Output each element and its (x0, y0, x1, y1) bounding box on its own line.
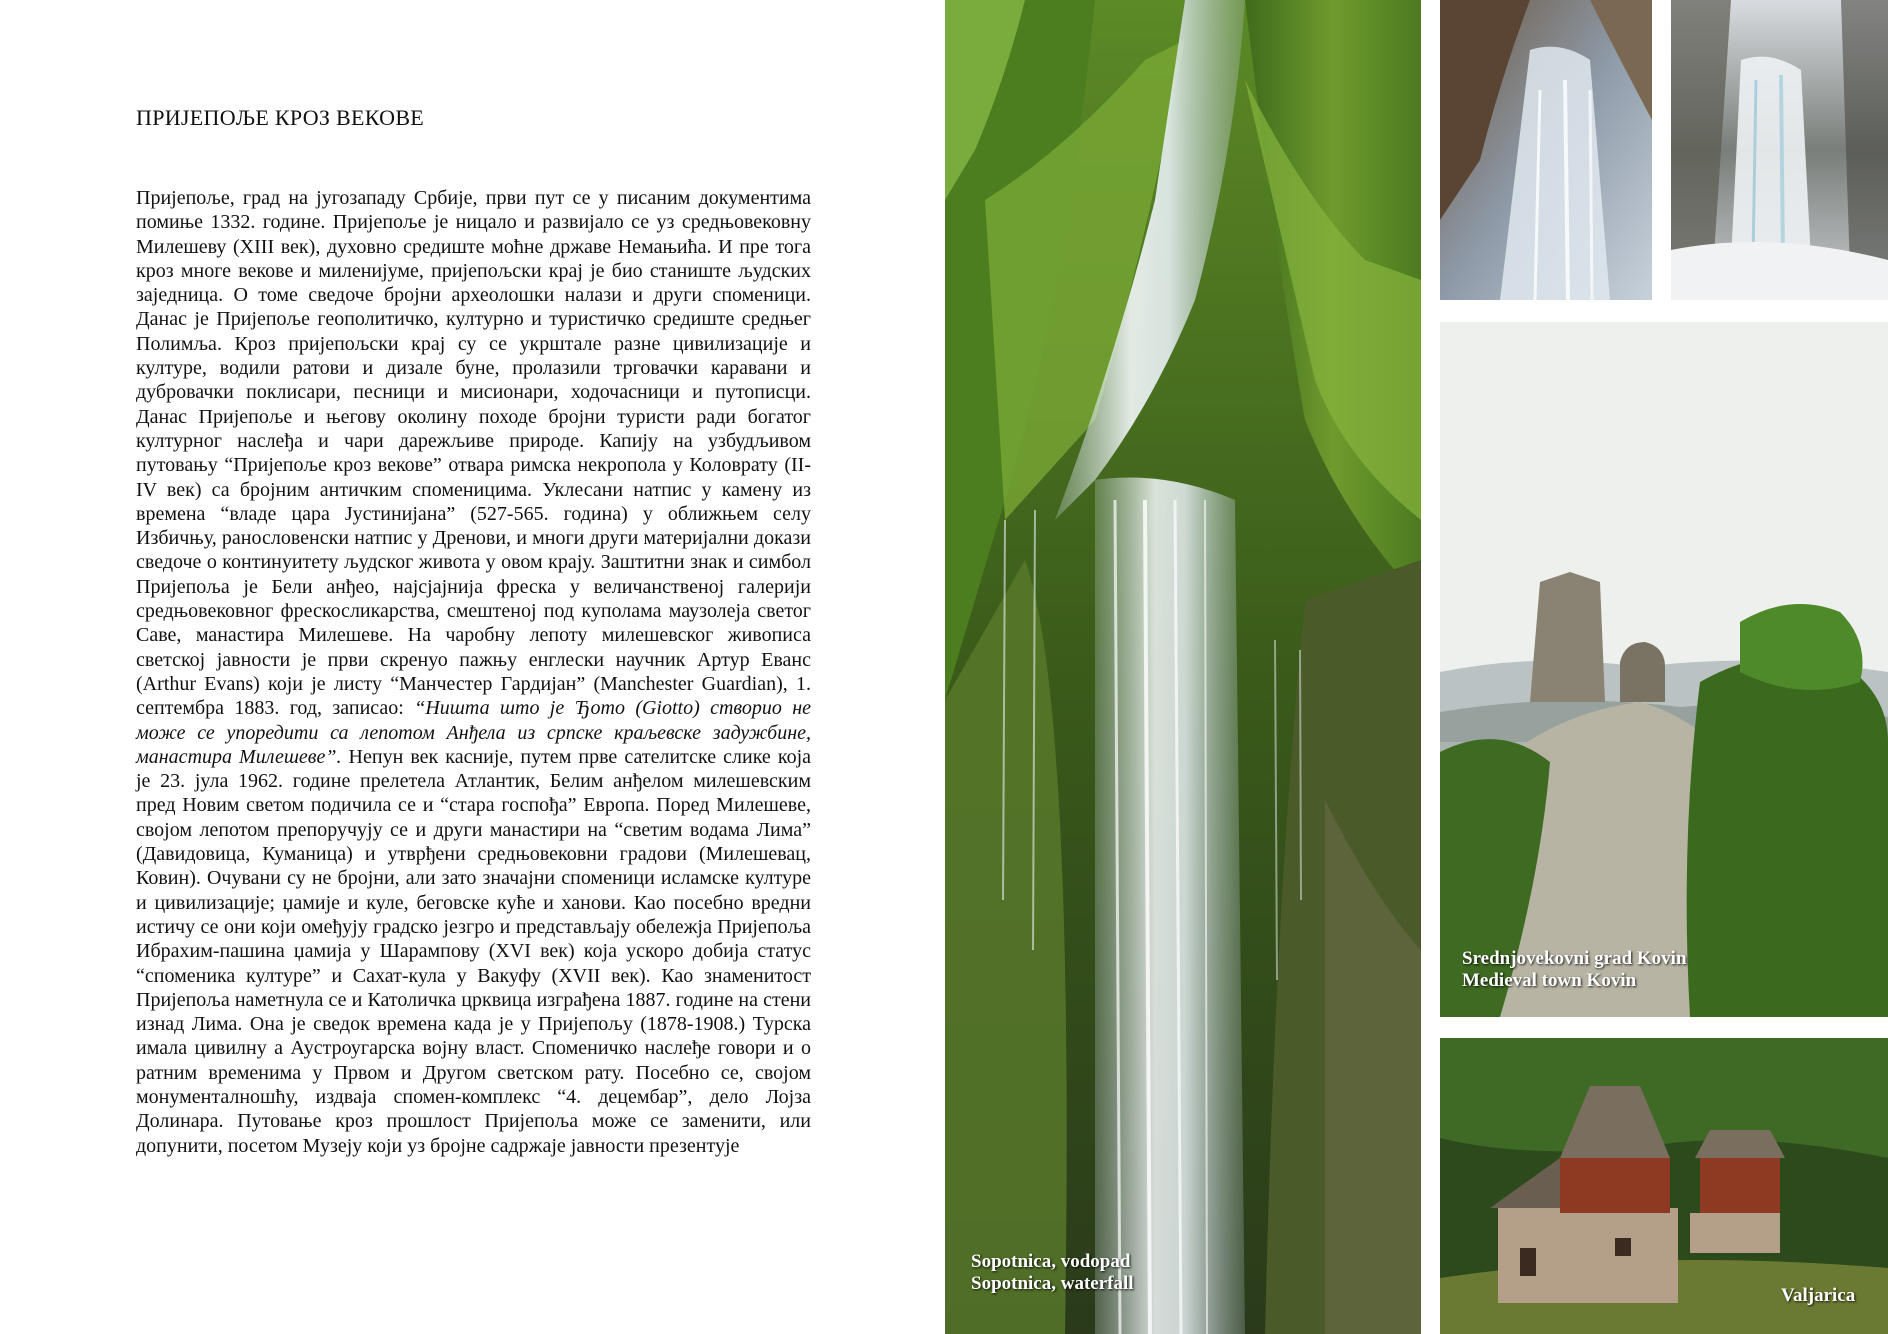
waterfall-caption (971, 1251, 1134, 1295)
kovin-photo (1440, 322, 1888, 1017)
waterfall-caption-line2: Sopotnica, waterfall (971, 1273, 1134, 1294)
frozen-waterfall-photo-1 (1440, 0, 1652, 300)
waterfall-photo (945, 0, 1421, 1334)
body-text (136, 186, 811, 1158)
frozen-waterfall-photo-2 (1671, 0, 1888, 300)
body-text-part-2: Непун век касније, путем прве сателитске слике која је 23. јула 1962. године прелетела Атлантик, Белим анђелом милешевским пред Новим светом подичила се и “стара госпођа” Европа. Поред Милешеве, својом лепотом препоручују се и други манастири на “светим водама Лима” (Давидовица, Куманица) и утврђени средњовековни градови (Милешевац, Ковин). Очувани су не бројни, али зато значајни споменици исламске културе и цивилизације; џамије и куле, беговске куће и ханови. Као посебно вредни истичу се они који омеђују градско језгро и представљају обележја Пријепоља Ибрахим-пашина џамија у Шарампову (XVI век) која ускоро добија статус “споменика културе” и Сахат-кула у Вакуфу (XVII век). Као знаменитост Пријепоља наметнула се и Католичка црквица изграђена 1887. године на стени изнад Лима. Она је сведок времена када је у Пријепољу (1878-1908.) Турска имала цивилну а Аустроугарска војну власт. Споменичко наслеђе говори и о ратним временима у Првом и Другом светском рату. Посебно се, својом монументалношћу, издваја спомен-комплекс “4. децембар”, дело Лојза Долинара. Путовање кроз прошлост Пријепоља може се заменити, или допунити, посетом Музеју који уз бројне садржаје јавности презентује (136, 745, 812, 1157)
waterfall-caption-line1: Sopotnica, vodopad (971, 1251, 1131, 1272)
quote-text: “Ништа што је Ђото (Giotto) створио не може се упоредити са лепотом Анђела из српске краљевске задужбине, манастира Милешеве”. (136, 697, 811, 768)
valjarica-caption: Valjarica (1781, 1285, 1856, 1306)
page-title: ПРИЈЕПОЉЕ КРОЗ ВЕКОВЕ (136, 105, 425, 130)
kovin-caption (1462, 948, 1687, 992)
valjarica-photo (1440, 1038, 1888, 1334)
kovin-caption-line1: Srednjovekovni grad Kovin (1462, 948, 1687, 969)
body-text-part-1: Пријепоље, град на југозападу Србије, први пут се у писаним документима помиње 1332. године. Пријепоље је ницало и развијало се уз средњовековну Милешеву (XIII век), духовно средиште моћне државе Немањића. И пре тога кроз многе векове и миленијуме, пријепољски крај је био станиште људских заједница. О томе сведоче бројни археолошки налази и други споменици. Данас је Пријепоље геополитичко, културно и туристичко средиште средњег Полимља. Кроз пријепољски крај су се укрштале разне цивилизације и културе, водили ратови и дизале буне, пролазили трговачки каравани и дубровачки поклисари, песници и мисионари, ходочасници и путописци. Данас Пријепоље и његову околину походе бројни туристи ради богатог културног наслеђа и чари дарежљиве природе. Капију на узбудљивом путовању “Пријепоље кроз векове” отвара римска некропола у Коловрату (II-IV век) са бројним античким споменицима. Уклесани натпис у камену из времена “владе цара Јустинијана” (527-565. година) у оближњем селу Избичњу, ранословенски натпис у Дренови, и многи други материјални докази сведоче о континуитету људског живота у овом крају. Заштитни знак и симбол Пријепоља је Бели анђео, најсјајнија фреска у величанственој галерији средњовековног фрескосликарства, смештеној под куполама маузолеја светог Саве, манастира Милешеве. На чаробну лепоту милешевског живописа светској јавности је први скренуо пажњу енглески научник Артур Еванс (Arthur Evans) који је листу “Манчестер Гардијан” (Manchester Guardian), 1. септембра 1883. год, записао: (136, 187, 811, 720)
kovin-caption-line2: Medieval town Kovin (1462, 970, 1637, 991)
